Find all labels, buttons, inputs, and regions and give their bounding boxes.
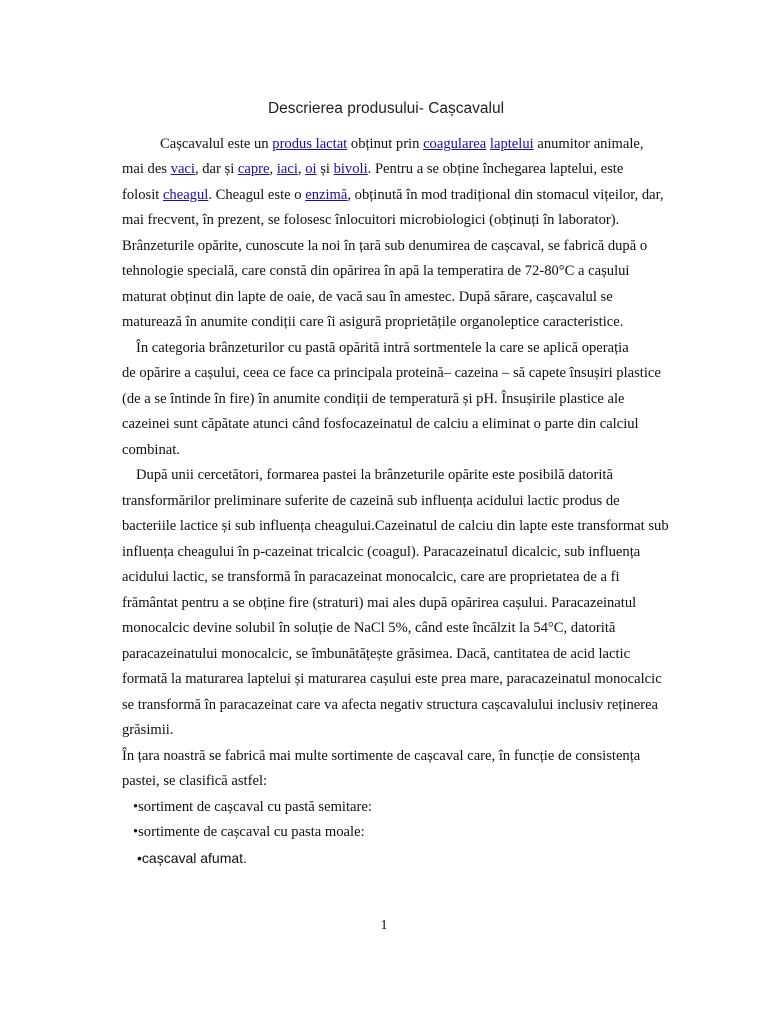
paragraph-3-line-1: După unii cercetători, formarea pastei la brânzeturile opărite este posibilă datorită — [136, 467, 613, 483]
paragraph-3-line-10: se transformă în paracazeinat care va afecta negativ structura cașcavalului inclusiv reținerea — [122, 697, 659, 713]
paragraph-2-line-3: (de a se întinde în fire) în anumite condiții de temperatură și pH. Însușirile plastice ale — [122, 391, 625, 407]
paragraph-1-line-6: tehnologie specială, care constă din opărirea în apă la temperatira de 72-80°C a cașului — [122, 263, 630, 279]
paragraph-4-line-1: În țara noastră se fabrică mai multe sortimente de cașcaval care, în funcție de consistența — [122, 748, 641, 764]
paragraph-1-line-1: Cașcavalul este un produs lactat obținut prin coagularea laptelui anumitor animale, — [160, 136, 644, 152]
paragraph-1-line-8: maturează în anumite condiții care îi asigură proprietățile organoleptice caracteristice. — [122, 314, 624, 330]
paragraph-3-line-6: frământat pentru a se obține fire (straturi) mai ales după opărirea cașului. Paracazeinatul — [122, 595, 637, 611]
page-title: Descrierea produsului- Cașcavalul — [267, 100, 505, 117]
link-cheagul[interactable]: cheagul — [162, 187, 209, 203]
paragraph-2-line-5: combinat. — [122, 442, 180, 458]
link-produs-lactat[interactable]: produs lactat — [272, 136, 348, 152]
paragraph-3-line-5: acidului lactic, se transformă în paracazeinat monocalcic, care are proprietatea de a fi — [122, 569, 620, 585]
page-number: 1 — [380, 918, 388, 933]
link-capre[interactable]: capre — [237, 161, 270, 177]
link-bivoli[interactable]: bivoli — [333, 161, 368, 177]
paragraph-3-line-2: transformărilor preliminare suferite de cazeină sub influența acidului lactic produs de — [122, 493, 620, 509]
paragraph-3-line-4: influența cheagului în p-cazeinat tricalcic (coagul). Paracazeinatul dicalcic, sub influența — [122, 544, 641, 560]
paragraph-1-line-5: Brânzeturile opărite, cunoscute la noi în țară sub denumirea de cașcaval, se fabrică după o — [122, 238, 648, 254]
paragraph-2-line-4: cazeinei sunt căpătate atunci când fosfocazeinatul de calciu a eliminat o parte din calciul — [122, 416, 639, 432]
paragraph-1-line-3: folosit cheagul. Cheagul este o enzimă, obținută în mod tradițional din stomacul vițeilor, dar, — [122, 187, 664, 203]
link-iaci[interactable]: iaci — [276, 161, 298, 177]
paragraph-1-line-2: mai des vaci, dar și capre, iaci, oi și bivoli. Pentru a se obține închegarea laptelui, este — [122, 161, 624, 177]
paragraph-3-line-7: monocalcic devine solubil în soluție de NaCl 5%, când este încălzit la 54°C, datorită — [122, 620, 616, 636]
link-vaci[interactable]: vaci — [170, 161, 195, 177]
link-laptelui[interactable]: laptelui — [489, 136, 534, 152]
link-coagularea[interactable]: coagularea — [423, 136, 487, 152]
link-oi[interactable]: oi — [305, 161, 317, 177]
paragraph-3-line-11: grăsimii. — [122, 722, 174, 738]
paragraph-1-line-4: mai frecvent, în prezent, se folosesc înlocuitori microbiologici (obținuți în laborator). — [122, 212, 620, 228]
paragraph-1-line-7: maturat obținut din lapte de oaie, de vacă sau în amestec. După sărare, cașcavalul se — [122, 289, 613, 305]
paragraph-2-line-2: de opărire a cașului, ceea ce face ca principala proteină– cazeina – să capete însușiri plastice — [122, 365, 661, 381]
paragraph-3-line-3: bacteriile lactice și sub influența cheagului.Cazeinatul de calciu din lapte este transformat sub — [122, 518, 669, 534]
paragraph-4-line-2: pastei, se clasifică astfel: — [122, 773, 268, 789]
list-item: •sortimente de cașcaval cu pasta moale: — [133, 824, 365, 840]
paragraph-3-line-9: formată la maturarea laptelui și maturarea cașului este prea mare, paracazeinatul monocalcic — [122, 671, 662, 687]
paragraph-3-line-8: paracazeinatului monocalcic, se îmbunătățește grăsimea. Dacă, cantitatea de acid lactic — [122, 646, 631, 662]
list-item: •cașcaval afumat. — [137, 850, 247, 866]
link-enzima[interactable]: enzimă — [305, 187, 348, 203]
paragraph-2-line-1: În categoria brânzeturilor cu pastă opărită intră sortmentele la care se aplică operația — [136, 340, 629, 356]
list-item: •sortiment de cașcaval cu pastă semitare: — [133, 799, 372, 815]
